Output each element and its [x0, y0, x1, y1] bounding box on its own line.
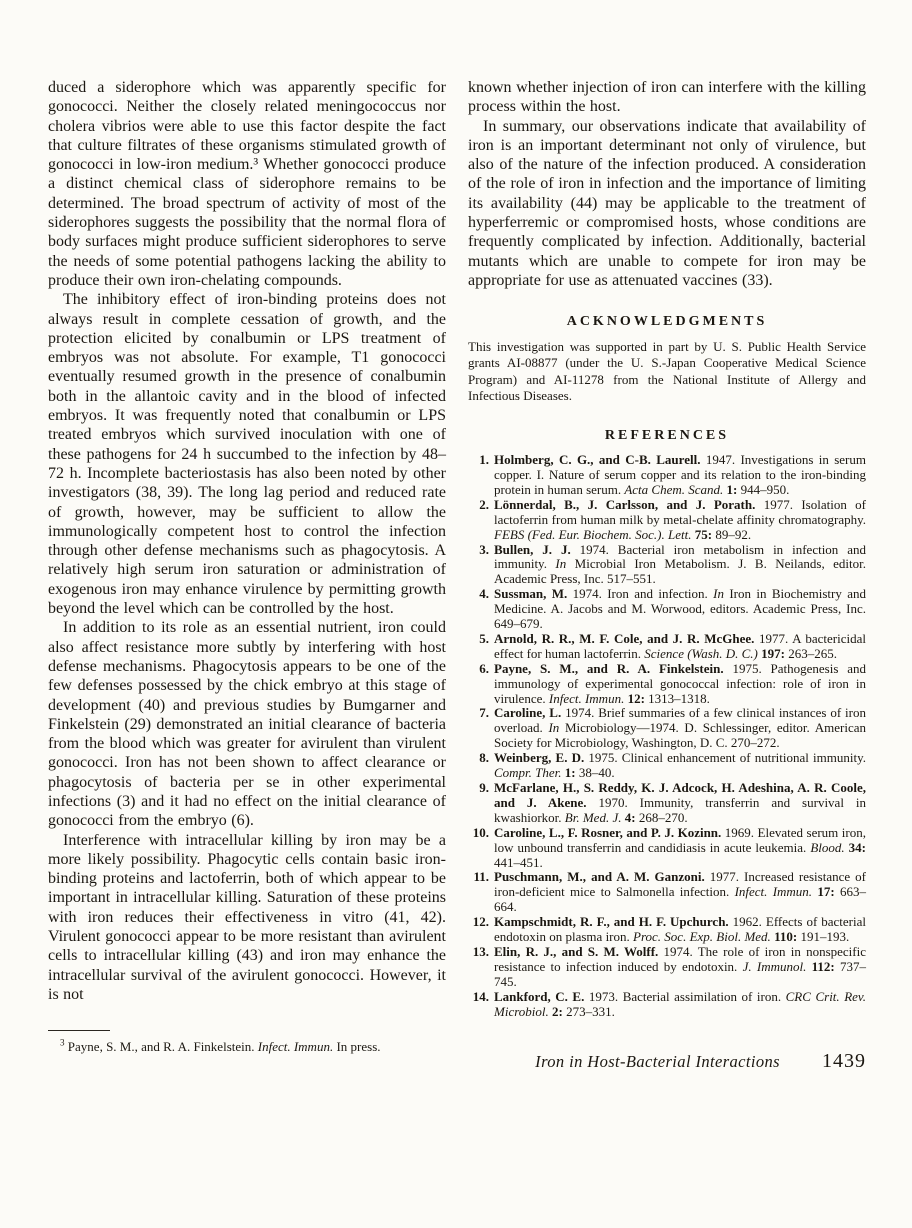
reference-number: 3.	[479, 541, 489, 557]
reference-number: 13.	[472, 943, 489, 959]
reference-number: 9.	[479, 780, 489, 796]
reference-number: 10.	[472, 824, 489, 840]
text-segment: Weinberg, E. D.	[494, 750, 585, 766]
text-segment: 1947. Investigations in serum copper. I. Nature of serum copper and its relation to the iron-binding protein in human serum.	[494, 452, 866, 497]
text-segment: 1970. Immunity, transferrin and survival in kwashiorkor.	[494, 794, 866, 825]
reference-number: 6.	[479, 660, 489, 676]
text-segment: Kampschmidt, R. F., and H. F. Upchurch.	[494, 914, 729, 930]
reference-item	[468, 945, 866, 990]
text-segment: 1973. Bacterial assimilation of iron.	[584, 988, 786, 1004]
text-segment: Lankford, C. E.	[494, 988, 585, 1004]
reference-number: 2.	[479, 496, 489, 512]
footnote-divider	[48, 1030, 110, 1031]
text-segment: In press.	[333, 1039, 381, 1055]
text-segment: Holmberg, C. G., and C-B. Laurell.	[494, 452, 701, 468]
text-segment: 89–92.	[712, 526, 752, 542]
text-segment: 944–950.	[737, 481, 790, 497]
text-segment: Payne, S. M., and R. A. Finkelstein.	[494, 660, 724, 676]
text-segment: 4:	[624, 809, 636, 825]
text-segment: 1977. Isolation of lactoferrin from human milk by metal-chelate affinity chromatography.	[494, 496, 866, 527]
reference-number: 14.	[472, 988, 489, 1004]
reference-number: 4.	[479, 586, 489, 602]
references-heading: REFERENCES	[604, 428, 730, 444]
text-segment: 737–745.	[494, 958, 867, 989]
text-segment: 268–270.	[635, 809, 688, 825]
text-segment: 17:	[817, 884, 835, 900]
text-segment: 34:	[848, 839, 866, 855]
text-segment: Infect. Immun.	[257, 1039, 334, 1055]
text-segment: 197:	[761, 645, 785, 661]
right-column-paragraphs	[468, 78, 866, 290]
page-footer	[468, 1050, 866, 1073]
reference-item	[468, 587, 866, 632]
left-column	[48, 78, 446, 1073]
text-segment: FEBS (Fed. Eur. Biochem. Soc.). Lett.	[494, 526, 692, 542]
reference-number: 5.	[479, 630, 489, 646]
text-segment: Arnold, R. R., M. F. Cole, and J. R. McGhee.	[494, 630, 755, 646]
reference-item	[468, 915, 866, 945]
text-segment: 441–451.	[494, 854, 543, 870]
reference-item	[468, 870, 866, 915]
text-segment: Infect. Immun.	[734, 884, 813, 900]
text-segment: 1974. Iron and infection.	[567, 586, 714, 602]
text-segment: Blood.	[810, 839, 845, 855]
text-segment: 3	[60, 1037, 65, 1048]
paragraph: In summary, our observations indicate that availability of iron is an important determinant not only of virulence, but also of the nature of the infection produced. A consideration of the role of iron in infection and the importance of limiting its availability (44) may be applicable to the treatment of hyperferremic or compromised hosts, whose conditions are frequently complicated by infection. Additionally, bacterial mutants which are unable to compete for iron may be appropriate for use as attenuated vaccines (33).	[468, 117, 866, 289]
text-segment: Microbiology—1974. D. Schlessinger, editor. American Society for Microbiology, Washington, D. C. 270–272.	[494, 720, 866, 751]
text-segment: Proc. Soc. Exp. Biol. Med.	[633, 929, 771, 945]
paragraph: known whether injection of iron can interfere with the killing process within the host.	[468, 79, 866, 116]
paragraph: In addition to its role as an essential nutrient, iron could also affect resistance more subtly by interfering with host defense mechanisms. Phagocytosis appears to be one of the few defenses possessed by the chick embryo at this stage of development (40) and previous studies by Bumgarner and Finkelstein (29) demonstrated an initial clearance of bacteria from the blood which was greater for avirulent than virulent gonococci. Iron has not been shown to affect clearance or phagocytosis of bacteria per se in other experimental infections (3) and it had no effect on the initial clearance of gonococci from the embryo (6).	[48, 619, 446, 830]
paragraph: duced a siderophore which was apparently specific for gonococci. Neither the closely related meningococcus nor cholera vibrios were able to use this factor despite the fact that culture filtrates of these organisms stimulated growth of gonococci in low-iron medium.³ Whether gonococci produce a distinct chemical class of siderophore remains to be determined. The broad spectrum of activity of most of the siderophores suggests the possibility that the normal flora of body surfaces might produce sufficient siderophores to serve the needs of some potential pathogens lacking the ability to produce their own iron-chelating compounds.	[48, 79, 446, 289]
text-segment: Payne, S. M., and R. A. Finkelstein.	[64, 1039, 258, 1055]
text-segment: 2:	[552, 1003, 563, 1019]
paragraph: The inhibitory effect of iron-binding proteins does not always result in complete cessation of growth, and the protection elicited by conalbumin or LPS treatment of embryos was not absolute. For example, T1 gonococci eventually resumed growth in the presence of conalbumin both in the allantoic cavity and in the blood of infected embryos. It was frequently noted that conalbumin or LPS treated embryos which survived inoculation with one of these pathogens for 24 h succumbed to the infection by 48–72 h. Incomplete bacteriostasis has also been noted by other investigators (38, 39). The long lag period and reduced rate of growth, however, may be sufficient to allow the immunologically competent host to control the infection through other defense mechanisms such as phagocytosis. A relatively high serum iron saturation or administration of exogenous iron may enhance virulence by permitting growth beyond the level which can be controlled by the host.	[48, 291, 446, 618]
text-segment: In	[548, 720, 560, 736]
reference-number: 12.	[472, 914, 489, 930]
paragraph: Interference with intracellular killing by iron may be a more likely possibility. Phagocytic cells contain basic iron-binding proteins and lactoferrin, both of which appear to be important in intracellular killing. Saturation of these proteins with iron reduces their effectiveness in vitro (41, 42). Virulent gonococci appear to be more resistant than avirulent cells to intracellular killing (43) and iron may enhance the intracellular survival of the avirulent gonococci. However, it is not	[48, 831, 446, 1003]
text-segment: Bullen, J. J.	[494, 541, 571, 557]
text-segment: Br. Med. J.	[564, 809, 622, 825]
text-segment: 1:	[564, 765, 576, 781]
text-segment: 1313–1318.	[644, 690, 710, 706]
reference-item	[468, 990, 866, 1020]
text-segment: In	[713, 586, 724, 602]
text-segment: 273–331.	[562, 1003, 615, 1019]
text-segment: 1962. Effects of bacterial endotoxin on plasma iron.	[494, 914, 866, 945]
reference-item	[468, 751, 866, 781]
text-segment: Caroline, L.	[494, 705, 562, 721]
text-segment: 12:	[627, 690, 645, 706]
text-segment: 191–193.	[797, 929, 850, 945]
text-segment: McFarlane, H., S. Reddy, K. J. Adcock, H. Adeshina, A. R. Coole, and J. Akene.	[494, 780, 866, 810]
text-segment: 75:	[694, 526, 713, 542]
text-segment: 1:	[726, 481, 738, 497]
text-segment: J. Immunol.	[742, 958, 807, 974]
running-title: Iron in Host-Bacterial Interactions	[535, 1051, 780, 1071]
text-segment: Iron in Biochemistry and Medicine. A. Jacobs and M. Worwood, editors. Academic Press, Inc. 649–679.	[494, 586, 866, 632]
text-segment: Caroline, L., F. Rosner, and P. J. Kozinn.	[494, 824, 722, 840]
reference-item	[468, 706, 866, 751]
text-segment: 110:	[774, 929, 798, 945]
text-segment: 1974. Bacterial iron metabolism in infection and immunity.	[494, 541, 866, 572]
text-segment: 1969. Elevated serum iron, low unbound transferrin and candidiasis in acute leukemia.	[494, 824, 866, 855]
text-segment: 1974. Brief summaries of a few clinical instances of iron overload.	[494, 705, 866, 736]
text-segment: Infect. Immun.	[548, 690, 625, 706]
reference-number: 8.	[479, 750, 489, 766]
text-segment: Sussman, M.	[494, 586, 568, 602]
footnote-text	[48, 1038, 446, 1055]
reference-item	[468, 632, 866, 662]
text-segment: Microbial Iron Metabolism. J. B. Neilands, editor. Academic Press, Inc. 517–551.	[494, 556, 866, 587]
reference-number: 11.	[473, 869, 489, 885]
text-segment: CRC Crit. Rev. Microbiol.	[494, 988, 866, 1019]
reference-item	[468, 781, 866, 826]
text-segment: 112:	[811, 958, 835, 974]
text-segment: Elin, R. J., and S. M. Wolff.	[494, 943, 659, 959]
text-segment: 1975. Pathogenesis and immunology of experimental gonococcal infection: role of iron in virulence.	[494, 660, 867, 706]
acknowledgments-text: This investigation was supported in part by U. S. Public Health Service grants AI-08877 (under the U. S.-Japan Cooperative Medical Science Program) and AI-11278 from the National Institute of Allergy and Infectious Diseases.	[468, 339, 866, 403]
text-segment: Compr. Ther.	[494, 765, 562, 781]
text-segment: 1975. Clinical enhancement of nutritional immunity.	[584, 750, 866, 766]
text-segment: Puschmann, M., and A. M. Ganzoni.	[494, 869, 705, 885]
text-segment: 1977. A bactericidal effect for human lactoferrin.	[494, 630, 866, 661]
reference-number: 1.	[479, 452, 489, 468]
left-column-paragraphs	[48, 78, 446, 1004]
reference-item	[468, 498, 866, 543]
text-segment: 1974. The role of iron in nonspecific resistance to infection induced by endotoxin.	[494, 943, 866, 974]
reference-item	[468, 543, 866, 588]
text-segment: 38–40.	[575, 765, 615, 781]
reference-item	[468, 453, 866, 498]
text-segment: In	[555, 556, 567, 572]
references-list	[468, 453, 866, 1019]
text-segment: 263–265.	[784, 645, 837, 661]
two-column-layout	[48, 78, 866, 1073]
text-segment: Acta Chem. Scand.	[624, 481, 724, 497]
text-segment: 1977. Increased resistance of iron-deficient mice to Salmonella infection.	[494, 869, 866, 900]
reference-item	[468, 826, 866, 871]
reference-item	[468, 662, 866, 707]
right-column	[468, 78, 866, 1073]
reference-number: 7.	[479, 705, 489, 721]
text-segment: 663–664.	[494, 884, 867, 915]
text-segment: Lönnerdal, B., J. Carlsson, and J. Porath.	[494, 496, 756, 512]
acknowledgments-heading: ACKNOWLEDGMENTS	[566, 314, 768, 330]
text-segment: Science (Wash. D. C.)	[644, 645, 758, 661]
page-number: 1439	[822, 1049, 866, 1072]
